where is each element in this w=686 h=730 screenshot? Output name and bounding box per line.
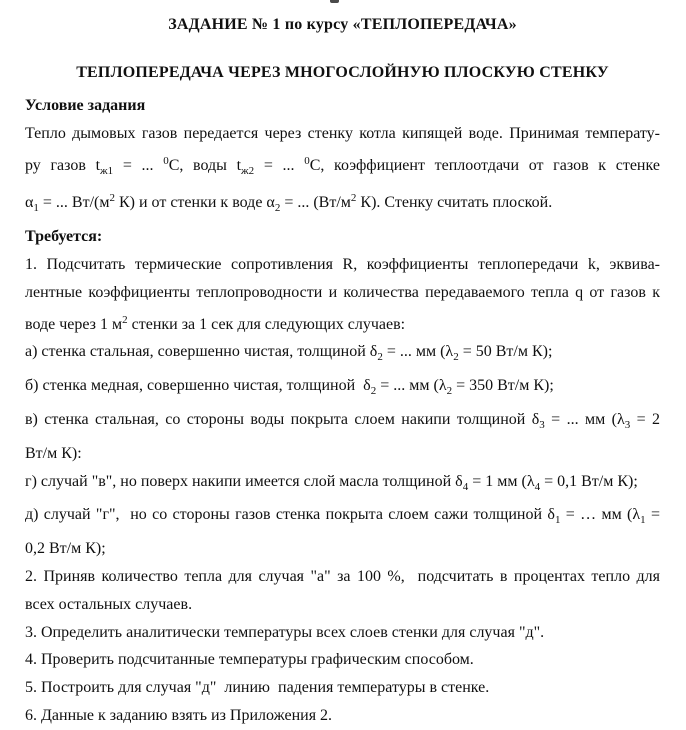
case-b: б) стенка медная, совершенно чистая, толщиной $\delta_2$ = ... мм ($\lambda_2 = 350$ Вт/м К); bbox=[25, 377, 554, 398]
item-4: 4. Проверить подсчитанные температуры графическим способом. bbox=[25, 651, 474, 669]
subscript-text: 2 bbox=[370, 385, 377, 398]
superscript-text: 0 bbox=[163, 154, 169, 167]
case-v-line-1: в) стенка стальная, со стороны воды покрыта слоем накипи толщиной $\delta_3$ = ... мм ($\lambda_3 = 2$ bbox=[25, 410, 661, 431]
para-intro-line-2: ру газов $t_{ж1}$ = ... $^0$С, воды $t_{ж2}$ = ... $^0$С, коэффициент теплоотдачи от газов к стенке bbox=[25, 154, 660, 177]
case-a: а) стенка стальная, совершенно чистая, толщиной $\delta_2$ = ... мм ($\lambda_2 = 50$ Вт/м К); bbox=[25, 343, 553, 364]
section-heading-conditions: Условие задания bbox=[25, 97, 146, 114]
item-1-line-3: воде через 1 $м^2$ стенки за 1 сек для следующих случаев: bbox=[25, 313, 406, 333]
item-5: 5. Построить для случая "д" линию падения температуры в стенке. bbox=[25, 679, 490, 697]
section-heading-required: Требуется: bbox=[25, 228, 103, 246]
assignment-title: ЗАДАНИЕ № 1 по курсу «ТЕПЛОПЕРЕДАЧА» bbox=[168, 16, 517, 33]
item-1-line-2: лентные коэффициенты теплопроводности и количества передаваемого тепла q от газов к bbox=[25, 283, 660, 301]
subscript-text: 1 bbox=[640, 514, 646, 527]
subscript-text: 2 bbox=[274, 202, 281, 215]
document-lines bbox=[25, 92, 660, 730]
case-d-line-2: 0,2 Вт/м К); bbox=[25, 540, 106, 558]
subscript-text: 4 bbox=[534, 480, 541, 493]
para-intro-line-1: Тепло дымовых газов передается через стенку котла кипящей воде. Принимая температу- bbox=[25, 124, 660, 142]
superscript-text: 2 bbox=[122, 313, 128, 326]
superscript-text: 2 bbox=[350, 192, 357, 205]
item-3: 3. Определить аналитически температуры всех слоев стенки для случая "д". bbox=[25, 623, 545, 641]
page-cut-artifact bbox=[330, 0, 339, 3]
subscript-text: 4 bbox=[462, 480, 469, 493]
item-1-line-1: 1. Подсчитать термические сопротивления R, коэффициенты теплопередачи k, эквива- bbox=[25, 255, 660, 273]
case-d-line-1: д) случай "г", но со стороны газов стенка покрыта слоем сажи толщиной $\delta_1$ = … мм ($\lambda_1$ = bbox=[25, 506, 660, 527]
subscript-text: 3 bbox=[539, 418, 545, 431]
subscript-text: 1 bbox=[554, 514, 561, 527]
subscript-text: 2 bbox=[453, 351, 459, 364]
item-2-line-2: всех остальных случаев. bbox=[25, 595, 193, 613]
item-2-line-1: 2. Приняв количество тепла для случая "а" за 100 %, подсчитать в процентах тепло для bbox=[25, 567, 660, 585]
subscript-text: ж1 bbox=[100, 164, 114, 177]
item-6: 6. Данные к заданию взять из Приложения 2. bbox=[25, 706, 333, 724]
subscript-text: 3 bbox=[624, 418, 631, 431]
superscript-text: 0 bbox=[304, 154, 310, 167]
case-g: г) случай "в", но поверх накипи имеется слой масла толщиной $\delta_4 = 1$ мм ($\lambda_4 = 0,1$ Вт/м К); bbox=[25, 472, 638, 493]
subscript-text: ж2 bbox=[241, 164, 255, 177]
case-v-line-2: Вт/м К): bbox=[25, 444, 82, 462]
subscript-text: 1 bbox=[33, 202, 39, 215]
assignment-subtitle: ТЕПЛОПЕРЕДАЧА ЧЕРЕЗ МНОГОСЛОЙНУЮ ПЛОСКУЮ СТЕНКУ bbox=[76, 64, 609, 81]
subscript-text: 2 bbox=[377, 351, 383, 364]
para-intro-line-3: $\alpha_1$ = ... $Вт/(м^2$ К) и от стенки к воде $\alpha_2$ = ... ($Вт/м^2$ К). Стенку считать плоской. bbox=[25, 192, 553, 215]
superscript-text: 2 bbox=[109, 192, 115, 205]
subscript-text: 2 bbox=[446, 385, 453, 398]
